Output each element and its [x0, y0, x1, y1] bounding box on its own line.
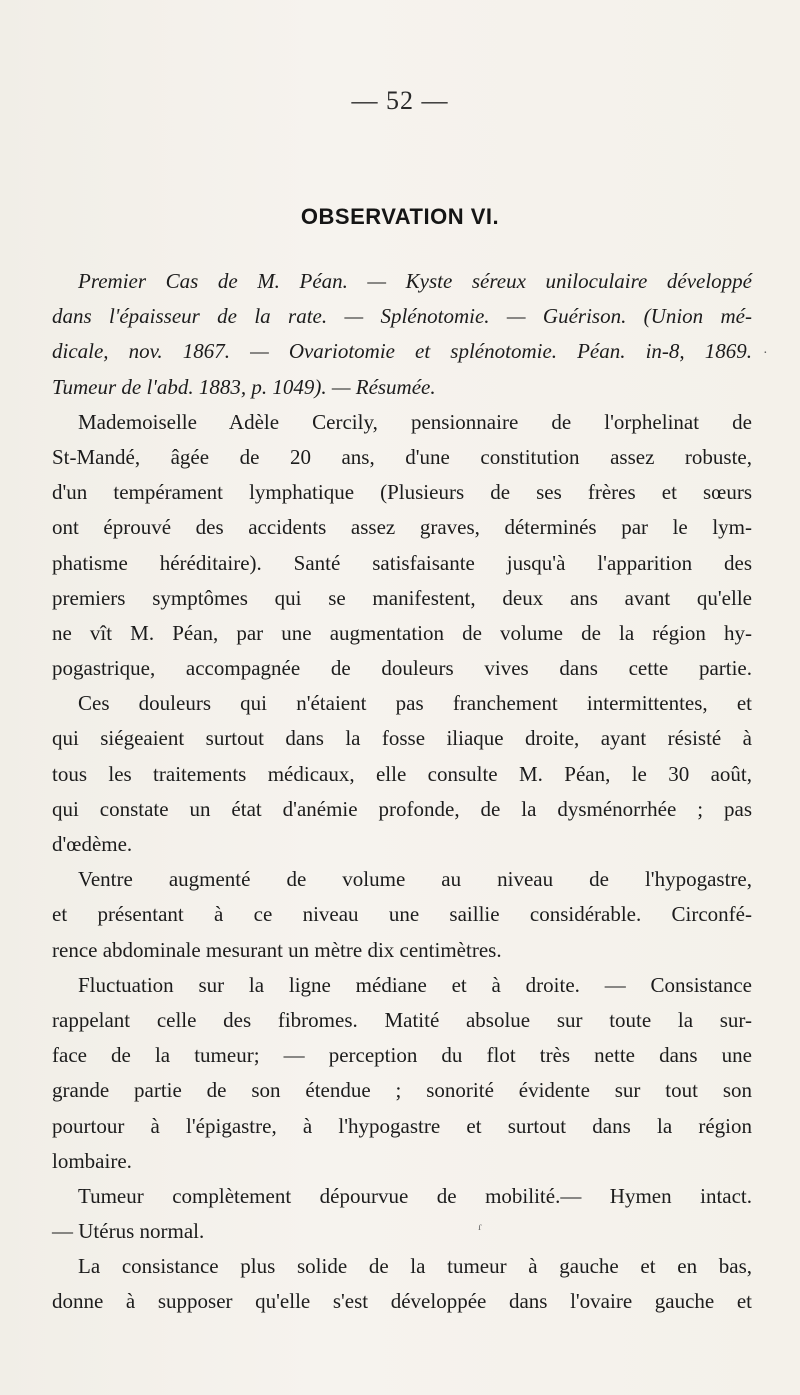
observation-heading: OBSERVATION VI. [300, 204, 500, 229]
text-line: grande partie de son étendue ; sonorité évidente sur tout son [52, 1078, 752, 1103]
text-line: ont éprouvé des accidents assez graves, déterminés par le lym- [52, 515, 752, 540]
text-line: Ventre augmenté de volume au niveau de l'hypogastre, [78, 867, 752, 892]
page-number: — 52 — [351, 86, 449, 115]
text-line: pogastrique, accompagnée de douleurs vives dans cette partie. [52, 656, 752, 681]
text-line: St-Mandé, âgée de 20 ans, d'une constitution assez robuste, [52, 444, 752, 469]
text-line: rence abdominale mesurant un mètre dix centimètres. [52, 937, 502, 962]
text-line: rappelant celle des fibromes. Matité absolue sur toute la sur- [52, 1007, 752, 1032]
text-line: La consistance plus solide de la tumeur à gauche et en bas, [78, 1254, 752, 1279]
text-line: Mademoiselle Adèle Cercily, pensionnaire de l'orphelinat de [78, 409, 752, 434]
margin-mark: · [763, 346, 768, 361]
text-line: dicale, nov. 1867. — Ovariotomie et splénotomie. Péan. in-8, 1869. [52, 339, 752, 364]
text-line: et présentant à ce niveau une saillie considérable. Circonfé- [52, 902, 752, 927]
text-line: dans l'épaisseur de la rate. — Splénotomie. — Guérison. (Union mé- [52, 304, 752, 329]
body-text [52, 264, 752, 1320]
text-line: lombaire. [52, 1148, 132, 1173]
text-line: face de la tumeur; — perception du flot très nette dans une [52, 1043, 752, 1068]
text-line: Tumeur complètement dépourvue de mobilité.— Hymen intact. [78, 1183, 752, 1208]
text-line: — Utérus normal. [52, 1219, 205, 1244]
text-line: tous les traitements médicaux, elle consulte M. Péan, le 30 août, [52, 761, 752, 786]
text-line: Ces douleurs qui n'étaient pas franchement intermittentes, et [78, 691, 752, 716]
text-line: phatisme héréditaire). Santé satisfaisante jusqu'à l'apparition des [52, 550, 752, 575]
text-line: donne à supposer qu'elle s'est développée dans l'ovaire gauche et [52, 1289, 752, 1314]
text-line: d'œdème. [52, 832, 133, 856]
text-line: Premier Cas de M. Péan. — Kyste séreux uniloculaire développé [78, 269, 752, 293]
text-line: qui siégeaient surtout dans la fosse iliaque droite, ayant résisté à [52, 726, 752, 751]
text-line: premiers symptômes qui se manifestent, deux ans avant qu'elle [52, 585, 752, 610]
text-line: ne vît M. Péan, par une augmentation de volume de la région hy- [52, 620, 752, 645]
text-line: Tumeur de l'abd. 1883, p. 1049). — Résumée. [52, 374, 436, 399]
text-line: qui constate un état d'anémie profonde, de la dysménorrhée ; pas [52, 796, 752, 821]
text-line: pourtour à l'épigastre, à l'hypogastre et surtout dans la région [52, 1113, 752, 1138]
foot-mark: ɾ [478, 1219, 482, 1233]
text-line: Fluctuation sur la ligne médiane et à droite. — Consistance [78, 972, 752, 997]
text-line: d'un tempérament lymphatique (Plusieurs de ses frères et sœurs [52, 480, 752, 505]
